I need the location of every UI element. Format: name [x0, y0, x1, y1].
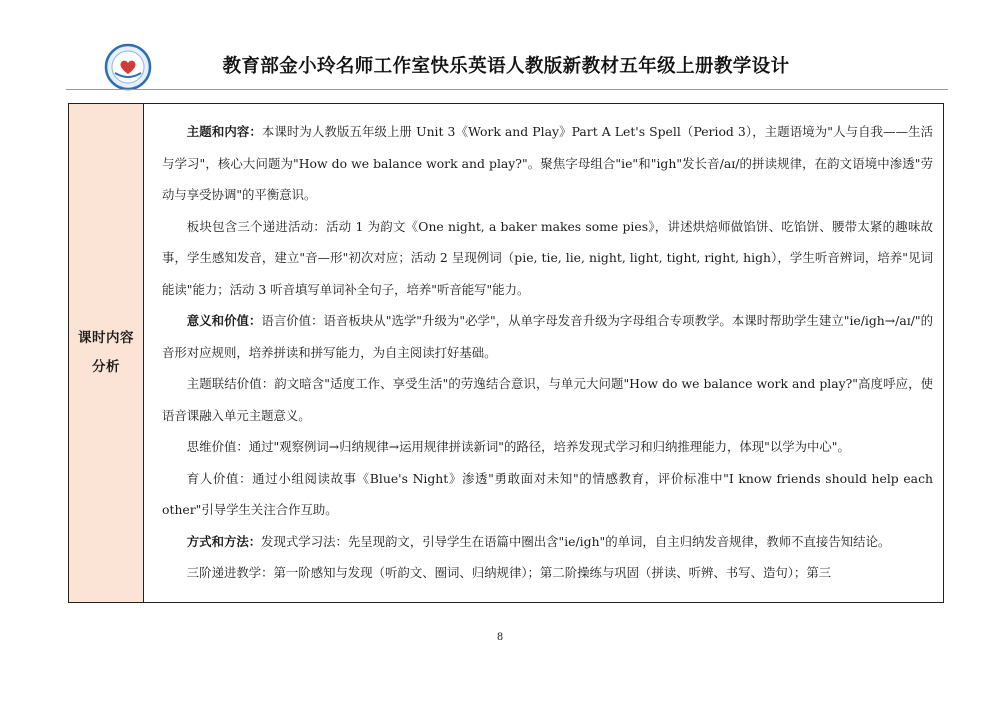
- document-title: 教育部金小玲名师工作室快乐英语人教版新教材五年级上册教学设计: [222, 56, 790, 77]
- paragraph-text: 本课时为人教版五年级上册 Unit 3《Work and Play》Part A Let's Spell（Period 3），主题语境为"人与自我——生活与学习"，核心大问题为"How do we balance work and play?"。聚焦字母组合"ie"和"igh"发长音/aɪ/的拼读规律，在韵文语境中渗透"劳动与享受协调"的平衡意识。: [162, 124, 933, 202]
- page-number: 8: [496, 632, 504, 643]
- paragraph-text: 思维价值：通过"观察例词→归纳规律→运用规律拼读新词"的路径，培养发现式学习和归纳推理能力，体现"以学为中心"。: [186, 439, 850, 454]
- section-heading: 主题和内容：: [186, 124, 262, 139]
- header-divider: [66, 89, 948, 90]
- section-heading: 方式和方法：: [186, 533, 262, 549]
- paragraph-text: 板块包含三个递进活动：活动 1 为韵文《One night, a baker makes some pies》，讲述烘焙师做馅饼、吃馅饼、腰带太紧的趣味故事，学生感知发音，建立"音—形"初次对应；活动 2 呈现例词（pie, tie, lie, night, light, tight, right, high），学生听音辨词，培养"见词能读"能力；活动 3 听音填写单词补全句子，培养"听音能写"能力。: [162, 218, 933, 297]
- paragraph: [162, 368, 933, 431]
- lesson-analysis-table: [68, 103, 944, 603]
- paragraph-text: 育人价值：通过小组阅读故事《Blue's Night》渗透"勇敢面对未知"的情感教育，评价标准中"I know friends should help each other"引导学生关注合作互助。: [162, 470, 933, 517]
- row-label-cell: [69, 104, 144, 602]
- paragraph-text: 主题联结价值：韵文暗含"适度工作、享受生活"的劳逸结合意识，与单元大问题"How do we balance work and play?"高度呼应，使语音课融入单元主题意义。: [162, 376, 933, 423]
- row-label: 课时内容 分析: [78, 330, 134, 375]
- paragraph: [162, 431, 933, 463]
- paragraph: [162, 463, 933, 526]
- paragraph-text: 发现式学习法：先呈现韵文，引导学生在语篇中圈出含"ie/igh"的单词，自主归纳发音规律，教师不直接告知结论。: [261, 533, 891, 549]
- paragraph-text: 语言价值：语音板块从"选学"升级为"必学"，从单字母发音升级为字母组合专项教学。本课时帮助学生建立"ie/igh→/aɪ/"的音形对应规则，培养拼读和拼写能力，为自主阅读打好基础。: [162, 313, 934, 360]
- studio-logo: [104, 43, 152, 91]
- paragraph: [162, 305, 933, 368]
- content-cell: [144, 104, 943, 602]
- paragraph-text: 三阶递进教学：第一阶感知与发现（听韵文、圈词、归纳规律）；第二阶操练与巩固（拼读、听辨、书写、造句）；第三: [186, 565, 832, 580]
- paragraph: [162, 526, 933, 558]
- paragraph: [162, 116, 933, 211]
- section-heading: 意义和价值：: [186, 313, 262, 328]
- paragraph: [162, 211, 933, 306]
- paragraph: [162, 557, 933, 589]
